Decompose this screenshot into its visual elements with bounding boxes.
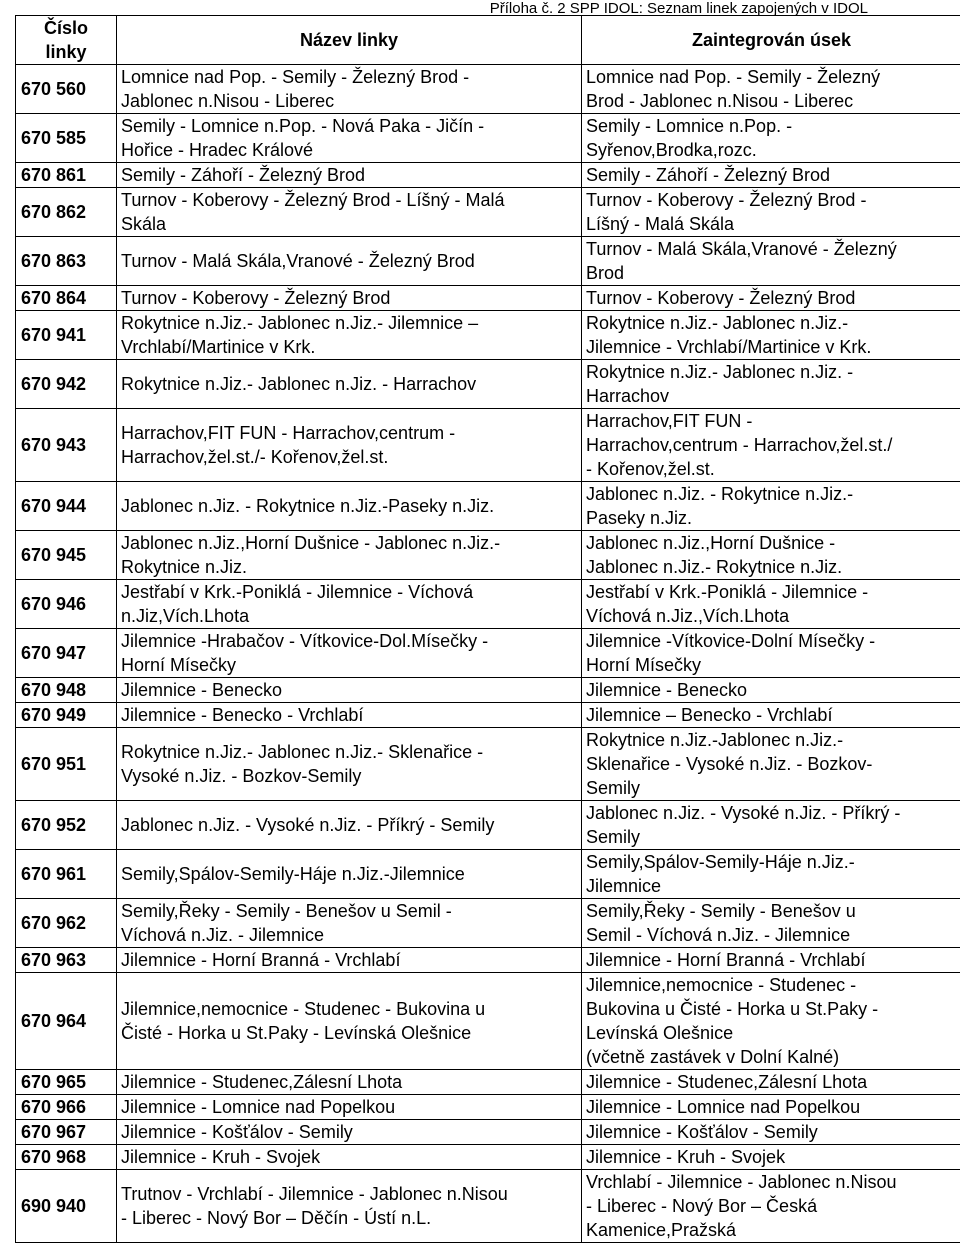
line-number-cell: 670 862 <box>16 188 117 237</box>
line-number-cell: 670 585 <box>16 114 117 163</box>
line-number-cell: 670 952 <box>16 801 117 850</box>
table-row <box>16 65 960 114</box>
integrated-section-cell: Jilemnice – Benecko - Vrchlabí <box>582 703 960 728</box>
line-name-cell: Jablonec n.Jiz. - Vysoké n.Jiz. - Příkrý - Semily <box>117 801 582 850</box>
integrated-section-cell: Rokytnice n.Jiz.- Jablonec n.Jiz. - Harrachov <box>582 360 960 409</box>
line-name-cell: Jilemnice,nemocnice - Studenec - Bukovina u Čisté - Horka u St.Paky - Levínská Olešnice <box>117 973 582 1070</box>
line-name-cell: Jilemnice - Benecko <box>117 678 582 703</box>
table-row <box>16 188 960 237</box>
integrated-section-cell: Semily,Řeky - Semily - Benešov u Semil - Víchová n.Jiz. - Jilemnice <box>582 899 960 948</box>
table-row <box>16 629 960 678</box>
line-name-cell: Jilemnice - Košťálov - Semily <box>117 1120 582 1145</box>
line-name-cell: Jilemnice - Benecko - Vrchlabí <box>117 703 582 728</box>
line-number-cell: 670 965 <box>16 1070 117 1095</box>
line-name-cell: Rokytnice n.Jiz.- Jablonec n.Jiz.- Jilemnice – Vrchlabí/Martinice v Krk. <box>117 311 582 360</box>
integrated-section-cell: Turnov - Koberovy - Železný Brod <box>582 286 960 311</box>
line-name-cell: Turnov - Koberovy - Železný Brod - Líšný - Malá Skála <box>117 188 582 237</box>
line-number-cell: 670 947 <box>16 629 117 678</box>
integrated-section-cell: Jilemnice,nemocnice - Studenec - Bukovina u Čisté - Horka u St.Paky - Levínská Olešnice (včetně zastávek v Dolní Kalné) <box>582 973 960 1070</box>
integrated-section-cell: Harrachov,FIT FUN - Harrachov,centrum - Harrachov,žel.st./ - Kořenov,žel.st. <box>582 409 960 482</box>
integrated-section-cell: Jilemnice - Horní Branná - Vrchlabí <box>582 948 960 973</box>
line-name-cell: Turnov - Malá Skála,Vranové - Železný Brod <box>117 237 582 286</box>
table-row <box>16 1170 960 1243</box>
line-number-cell: 670 967 <box>16 1120 117 1145</box>
line-name-cell: Turnov - Koberovy - Železný Brod <box>117 286 582 311</box>
line-name-cell: Jilemnice -Hrabačov - Vítkovice-Dol.Mísečky - Horní Mísečky <box>117 629 582 678</box>
table-row <box>16 409 960 482</box>
header-line-name: Název linky <box>117 16 582 65</box>
integrated-section-cell: Jilemnice - Benecko <box>582 678 960 703</box>
table-row <box>16 1070 960 1095</box>
table-row <box>16 114 960 163</box>
line-name-cell: Jilemnice - Studenec,Zálesní Lhota <box>117 1070 582 1095</box>
line-number-cell: 670 943 <box>16 409 117 482</box>
line-name-cell: Jilemnice - Kruh - Svojek <box>117 1145 582 1170</box>
table-row <box>16 850 960 899</box>
lines-table <box>15 15 960 1243</box>
line-number-cell: 670 861 <box>16 163 117 188</box>
table-row <box>16 801 960 850</box>
line-name-cell: Rokytnice n.Jiz.- Jablonec n.Jiz. - Harrachov <box>117 360 582 409</box>
table-row <box>16 1095 960 1120</box>
line-number-cell: 670 945 <box>16 531 117 580</box>
line-number-cell: 670 864 <box>16 286 117 311</box>
table-row <box>16 703 960 728</box>
integrated-section-cell: Jilemnice - Kruh - Svojek <box>582 1145 960 1170</box>
table-header-row <box>16 16 960 65</box>
table-row <box>16 580 960 629</box>
table-row <box>16 678 960 703</box>
table-row <box>16 482 960 531</box>
line-name-cell: Rokytnice n.Jiz.- Jablonec n.Jiz.- Sklenařice - Vysoké n.Jiz. - Bozkov-Semily <box>117 728 582 801</box>
line-name-cell: Jestřabí v Krk.-Poniklá - Jilemnice - Víchová n.Jiz,Vích.Lhota <box>117 580 582 629</box>
line-name-cell: Semily,Řeky - Semily - Benešov u Semil - Víchová n.Jiz. - Jilemnice <box>117 899 582 948</box>
integrated-section-cell: Rokytnice n.Jiz.- Jablonec n.Jiz.- Jilemnice - Vrchlabí/Martinice v Krk. <box>582 311 960 360</box>
line-number-cell: 670 942 <box>16 360 117 409</box>
line-number-cell: 670 949 <box>16 703 117 728</box>
table-row <box>16 973 960 1070</box>
integrated-section-cell: Turnov - Koberovy - Železný Brod - Líšný - Malá Skála <box>582 188 960 237</box>
line-name-cell: Jilemnice - Lomnice nad Popelkou <box>117 1095 582 1120</box>
line-number-cell: 670 961 <box>16 850 117 899</box>
line-number-cell: 670 944 <box>16 482 117 531</box>
integrated-section-cell: Jilemnice - Košťálov - Semily <box>582 1120 960 1145</box>
table-row <box>16 899 960 948</box>
integrated-section-cell: Vrchlabí - Jilemnice - Jablonec n.Nisou - Liberec - Nový Bor – Česká Kamenice,Pražská <box>582 1170 960 1243</box>
line-number-cell: 670 560 <box>16 65 117 114</box>
table-row <box>16 360 960 409</box>
line-name-cell: Lomnice nad Pop. - Semily - Železný Brod - Jablonec n.Nisou - Liberec <box>117 65 582 114</box>
integrated-section-cell: Rokytnice n.Jiz.-Jablonec n.Jiz.- Sklenařice - Vysoké n.Jiz. - Bozkov- Semily <box>582 728 960 801</box>
table-row <box>16 531 960 580</box>
integrated-section-cell: Jablonec n.Jiz. - Rokytnice n.Jiz.- Paseky n.Jiz. <box>582 482 960 531</box>
line-number-cell: 670 962 <box>16 899 117 948</box>
line-number-cell: 670 946 <box>16 580 117 629</box>
line-name-cell: Semily - Lomnice n.Pop. - Nová Paka - Jičín - Hořice - Hradec Králové <box>117 114 582 163</box>
line-number-cell: 670 863 <box>16 237 117 286</box>
integrated-section-cell: Semily,Spálov-Semily-Háje n.Jiz.- Jilemnice <box>582 850 960 899</box>
line-name-cell: Harrachov,FIT FUN - Harrachov,centrum - Harrachov,žel.st./- Kořenov,žel.st. <box>117 409 582 482</box>
integrated-section-cell: Jilemnice - Lomnice nad Popelkou <box>582 1095 960 1120</box>
appendix-label: Příloha č. 2 SPP IDOL: Seznam linek zapojených v IDOL <box>489 0 868 17</box>
line-number-cell: 670 963 <box>16 948 117 973</box>
table-row <box>16 1120 960 1145</box>
header-line-number: Číslo linky <box>16 16 117 65</box>
table-row <box>16 728 960 801</box>
integrated-section-cell: Jablonec n.Jiz. - Vysoké n.Jiz. - Příkrý - Semily <box>582 801 960 850</box>
line-number-cell: 670 951 <box>16 728 117 801</box>
table-row <box>16 948 960 973</box>
integrated-section-cell: Semily - Záhoří - Železný Brod <box>582 163 960 188</box>
table-row <box>16 237 960 286</box>
table-row <box>16 1145 960 1170</box>
integrated-section-cell: Lomnice nad Pop. - Semily - Železný Brod - Jablonec n.Nisou - Liberec <box>582 65 960 114</box>
line-number-cell: 670 968 <box>16 1145 117 1170</box>
integrated-section-cell: Jilemnice - Studenec,Zálesní Lhota <box>582 1070 960 1095</box>
line-name-cell: Jablonec n.Jiz. - Rokytnice n.Jiz.-Paseky n.Jiz. <box>117 482 582 531</box>
line-name-cell: Jablonec n.Jiz.,Horní Dušnice - Jablonec n.Jiz.- Rokytnice n.Jiz. <box>117 531 582 580</box>
line-number-cell: 670 966 <box>16 1095 117 1120</box>
table-row <box>16 286 960 311</box>
line-number-cell: 670 948 <box>16 678 117 703</box>
line-name-cell: Semily,Spálov-Semily-Háje n.Jiz.-Jilemnice <box>117 850 582 899</box>
integrated-section-cell: Jestřabí v Krk.-Poniklá - Jilemnice - Víchová n.Jiz.,Vích.Lhota <box>582 580 960 629</box>
line-name-cell: Trutnov - Vrchlabí - Jilemnice - Jablonec n.Nisou - Liberec - Nový Bor – Děčín - Ústí n.L. <box>117 1170 582 1243</box>
integrated-section-cell: Jilemnice -Vítkovice-Dolní Mísečky - Horní Mísečky <box>582 629 960 678</box>
line-number-cell: 670 941 <box>16 311 117 360</box>
line-name-cell: Semily - Záhoří - Železný Brod <box>117 163 582 188</box>
header-integrated-section: Zaintegrován úsek <box>582 16 960 65</box>
line-number-cell: 670 964 <box>16 973 117 1070</box>
integrated-section-cell: Semily - Lomnice n.Pop. - Syřenov,Brodka,rozc. <box>582 114 960 163</box>
line-name-cell: Jilemnice - Horní Branná - Vrchlabí <box>117 948 582 973</box>
integrated-section-cell: Jablonec n.Jiz.,Horní Dušnice - Jablonec n.Jiz.- Rokytnice n.Jiz. <box>582 531 960 580</box>
integrated-section-cell: Turnov - Malá Skála,Vranové - Železný Brod <box>582 237 960 286</box>
table-row <box>16 163 960 188</box>
table-row <box>16 311 960 360</box>
line-number-cell: 690 940 <box>16 1170 117 1243</box>
